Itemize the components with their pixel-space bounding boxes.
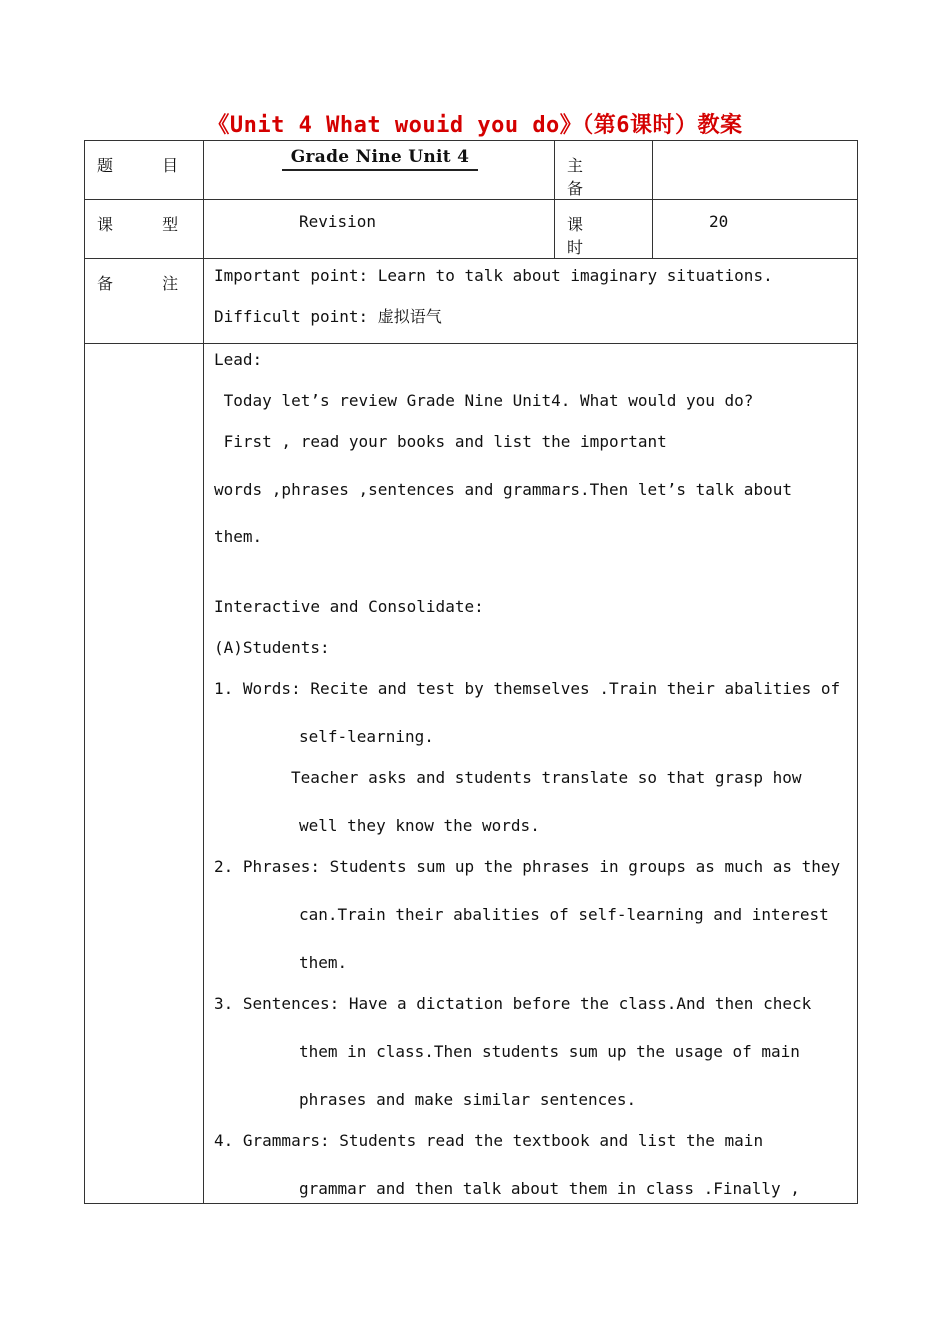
label-period: 课 时 [555,200,653,259]
item-3-line-b: them in class.Then students sum up the usage of main [299,1042,800,1061]
preparer-value [653,141,858,200]
item-4-line-a: 4. Grammars: Students read the textbook and list the main [214,1131,764,1150]
lead-label: Lead: [214,350,263,369]
item-2-line-b: can.Train their abalities of self-learning and interest [299,905,829,924]
item-3-line-a: 3. Sentences: Have a dictation before the class.And then check [214,994,812,1013]
row-notes [85,259,858,344]
lead-line-2: First , read your books and list the important [214,432,667,451]
item-1-line-a: 1. Words: Recite and test by themselves .Train their abalities of [214,679,841,698]
row-topic [85,141,858,200]
period-value: 20 [653,200,858,259]
students-heading: (A)Students: [214,638,330,657]
notes-cell [204,259,858,344]
difficult-point: Difficult point: 虚拟语气 [214,307,442,326]
item-1-line-c: Teacher asks and students translate so that grasp how [291,768,802,787]
item-2-line-a: 2. Phrases: Students sum up the phrases in groups as much as they [214,857,841,876]
item-4-line-b: grammar and then talk about them in class .Finally , [299,1179,800,1198]
row-body [85,344,858,1204]
item-1-line-b: self-learning. [299,727,434,746]
item-1-line-d: well they know the words. [299,816,540,835]
lesson-plan-table [84,140,858,1204]
item-3-line-c: phrases and make similar sentences. [299,1090,637,1109]
interactive-heading: Interactive and Consolidate: [214,597,484,616]
document-title: 《Unit 4 What wouid you do》（第6课时）教案 [207,113,743,138]
lead-line-1: Today let’s review Grade Nine Unit4. What would you do? [214,391,754,410]
label-notes: 备 注 [85,259,204,344]
item-2-line-c: them. [299,953,348,972]
topic-cell [204,141,555,200]
row-type [85,200,858,259]
body-label-cell [85,344,204,1204]
label-preparer: 主 备 [555,141,653,200]
topic-value: Grade Nine Unit 4 [282,147,478,171]
label-topic: 题 目 [85,141,204,200]
label-type: 课 型 [85,200,204,259]
lead-line-4: them. [214,527,263,546]
body-cell [204,344,858,1204]
important-point: Important point: Learn to talk about imaginary situations. [214,266,773,285]
lead-line-3: words ,phrases ,sentences and grammars.Then let’s talk about [214,480,792,499]
type-value: Revision [204,200,555,259]
